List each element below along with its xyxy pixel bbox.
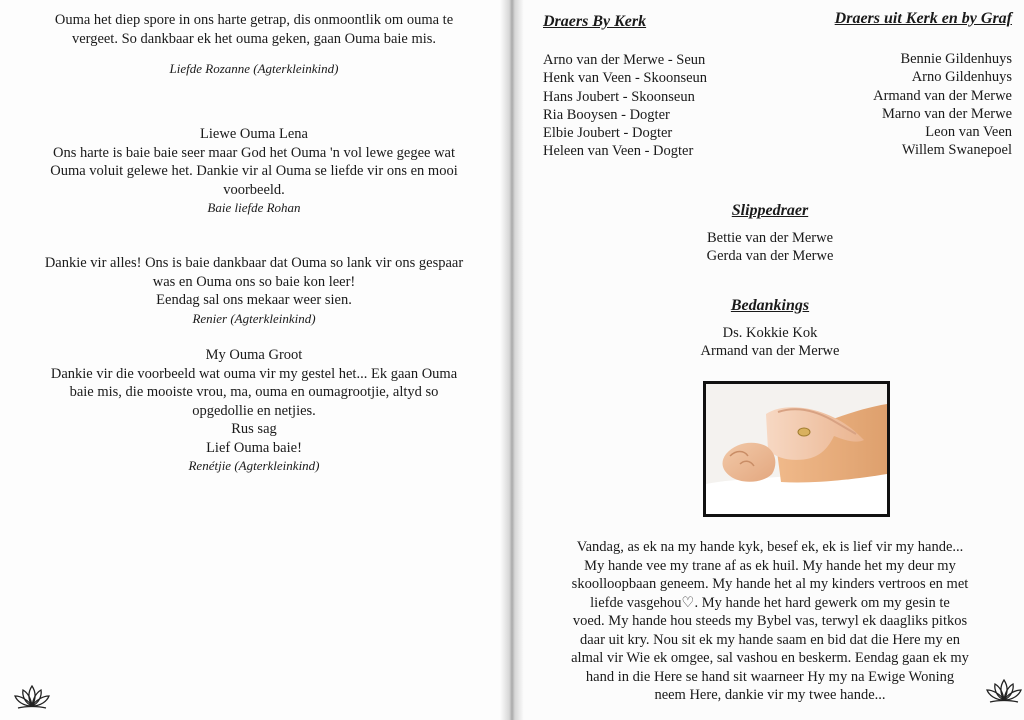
poem-line: skoolloopbaan geneem. My hande het al my kinders vertroos en met [571,576,969,592]
tribute-signature: Renier (Agterkleinkind) [192,310,316,326]
tribute-renetjie [0,346,508,476]
poem-line: Vandag, as ek na my hande kyk, besef ek, ek is lief vir my hande... [576,539,964,555]
list-item: Armand van der Merwe [700,343,840,359]
tribute-line: Dankie vir alles! Ons is baie dankbaar dat Ouma so lank vir ons gespaar [44,255,464,271]
poem-line: voed. My hande hou steeds my Bybel vas, terwyl ek daagliks pitkos [572,613,968,629]
poem-line: daar uit kry. Nou sit ek my hande saam en bid dat die Here my en [580,631,960,648]
list-item: Bettie van der Merwe [706,229,834,246]
tribute-rozanne [0,11,508,79]
bearers-grave-list [873,50,1012,160]
list-item: Henk van Veen - Skoonseun [543,70,708,87]
tribute-renier [0,254,508,328]
tribute-title: My Ouma Groot [205,347,303,363]
list-item: Arno Gildenhuys [911,69,1012,86]
lotus-icon [12,684,52,710]
tribute-line: Dankie vir die voorbeeld wat ouma vir my gestel het... Ek gaan Ouma [50,365,458,382]
poem-line: almal vir Wie ek omgee, sal vashou en beskerm. Eendag gaan ek my [571,650,969,666]
list-item: Hans Joubert - Skoonseun [543,88,695,105]
tribute-line: Eendag sal ons mekaar weer sien. [156,292,352,308]
tribute-line: Rus sag [231,421,277,437]
tribute-line: Lief Ouma baie! [206,439,302,456]
tribute-line: voorbeeld. [223,181,285,198]
heading-thanks: Bedankings [730,297,810,314]
list-item: Elbie Joubert - Dogter [543,125,673,142]
poem-hands [516,538,1024,705]
poem-line: My hande vee my trane af as ek huil. My hande het my deur my [584,557,956,574]
tribute-signature: Renétjie (Agterkleinkind) [188,458,320,473]
list-item: Ds. Kokkie Kok [722,324,818,341]
hands-illustration [706,384,887,514]
tribute-rohan [0,125,508,218]
bearers-church-list [543,51,707,161]
list-item: Arno van der Merwe - Seun [543,52,706,68]
poem-line: liefde vasgehou♡. My hande het hard gewerk om my gesin te [590,594,950,611]
list-item: Marno van der Merwe [881,105,1012,122]
list-item: Leon van Veen [925,124,1012,141]
tribute-line: was en Ouma ons so baie kon leer! [152,273,356,290]
tribute-line: baie mis, die mooiste vrou, ma, ouma en oumagrootjie, altyd so [69,384,439,400]
tribute-line: vergeet. So dankbaar ek het ouma geken, gaan Ouma baie mis. [71,30,437,47]
heading-bearers-church: Draers By Kerk [543,13,647,30]
tribute-signature: Liefde Rozanne (Agterkleinkind) [169,61,339,76]
tribute-line: opgedollie en netjies. [192,402,316,419]
list-item: Gerda van der Merwe [706,248,834,264]
heading-bearers-grave: Draers uit Kerk en by Graf [834,10,1012,27]
heading-slip-bearer: Slippedraer [731,202,809,219]
tribute-signature: Baie liefde Rohan [207,200,301,215]
list-item: Armand van der Merwe [873,87,1012,104]
hands-photo [703,381,890,517]
list-item: Bennie Gildenhuys [900,51,1012,67]
tribute-line: Ons harte is baie baie seer maar God het Ouma 'n vol lewe gegee wat [52,144,455,161]
poem-line: hand in die Here se hand sit waarneer Hy my na Ewige Woning [585,668,955,685]
lotus-icon [984,678,1024,704]
poem-line: neem Here, dankie vir my twee hande... [654,687,886,703]
tribute-title: Liewe Ouma Lena [200,126,308,142]
tribute-line: Ouma voluit gelewe het. Dankie vir al Ouma se liefde vir ons en mooi [50,163,458,179]
slip-bearer-section [516,202,1024,266]
hands-photo-image [706,384,887,514]
thanks-section [516,297,1024,361]
tribute-line: Ouma het diep spore in ons harte getrap, dis onmoontlik om ouma te [54,12,454,28]
list-item: Willem Swanepoel [901,142,1012,159]
list-item: Heleen van Veen - Dogter [543,143,694,160]
list-item: Ria Booysen - Dogter [543,106,670,123]
